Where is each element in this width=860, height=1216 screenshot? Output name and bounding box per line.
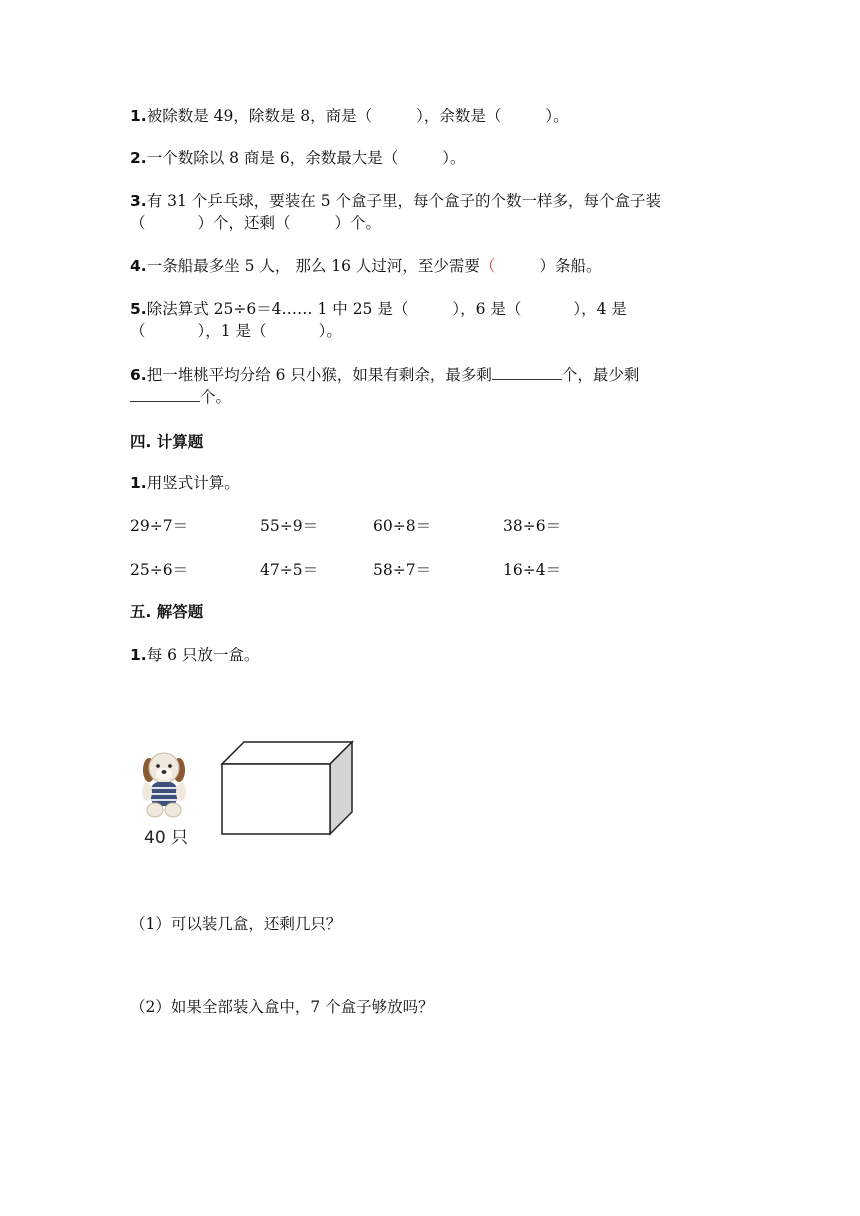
question-text: 每 6 只放一盒。 <box>146 646 260 664</box>
question-text: ）个，还剩（ <box>197 214 291 232</box>
subquestion-1: （1）可以装几盒，还剩几只？ <box>130 915 342 933</box>
question-text: 除法算式 25÷6＝4…… 1 中 25 是（ <box>146 300 409 318</box>
question-text: 个，最少剩 <box>561 366 640 384</box>
question-text: （ <box>130 214 146 232</box>
question-5-line-2 <box>130 321 342 341</box>
question-text: 个。 <box>200 388 232 406</box>
subquestion-2: （2）如果全部装入盒中，7 个盒子够放吗？ <box>130 998 434 1016</box>
section-5-title: 五. 解答题 <box>130 603 204 621</box>
question-6 <box>130 365 639 385</box>
calc-item: 60÷8＝ <box>373 517 432 535</box>
question-text: 有 31 个乒乓球，要装在 5 个盒子里，每个盒子的个数一样多，每个盒子装 <box>146 192 661 210</box>
question-2 <box>130 148 465 168</box>
question-number: 6. <box>130 366 147 384</box>
answer-underline <box>492 365 562 380</box>
question-number: 1. <box>130 107 147 125</box>
question-text: ）。 <box>442 149 466 167</box>
question-text: ），6 是（ <box>452 300 522 318</box>
question-text: 一个数除以 8 商是 6，余数最大是（ <box>146 149 399 167</box>
question-text: （ <box>479 257 496 275</box>
question-text: 被除数是 49，除数是 8，商是（ <box>146 107 373 125</box>
question-text: ），4 是 <box>573 300 627 318</box>
calc-item: 29÷7＝ <box>130 517 189 535</box>
question-text: 一条船最多坐 5 人， 那么 16 人过河，至少需要 <box>146 257 480 275</box>
question-text: ）个。 <box>334 214 382 232</box>
answer-underline <box>130 387 200 402</box>
section-4-subquestion <box>130 473 240 493</box>
calc-item: 47÷5＝ <box>260 561 319 579</box>
question-text: ）。 <box>545 107 569 125</box>
calc-item: 58÷7＝ <box>373 561 432 579</box>
question-5 <box>130 299 627 319</box>
section-5-subquestion <box>130 645 259 665</box>
section-4-title: 四. 计算题 <box>130 433 204 451</box>
question-number: 1. <box>130 646 147 664</box>
question-text: ），余数是（ <box>416 107 502 125</box>
question-3 <box>130 191 661 211</box>
question-number: 3. <box>130 192 147 210</box>
figure-caption: 40 只 <box>144 828 189 848</box>
question-text: 把一堆桃平均分给 6 只小猴，如果有剩余，最多剩 <box>146 366 492 384</box>
question-6-line-2 <box>130 387 231 407</box>
question-number: 1. <box>130 474 147 492</box>
question-number: 4. <box>130 257 147 275</box>
calc-item: 38÷6＝ <box>503 517 562 535</box>
question-text: （ <box>130 322 146 340</box>
box-image <box>218 740 358 838</box>
plush-dog-image <box>135 748 195 820</box>
question-number: 5. <box>130 300 147 318</box>
question-1 <box>130 106 569 126</box>
question-text: 用竖式计算。 <box>146 474 240 492</box>
question-text: ）条船。 <box>539 257 602 275</box>
calc-item: 25÷6＝ <box>130 561 189 579</box>
question-text: ），1 是（ <box>197 322 267 340</box>
question-number: 2. <box>130 149 147 167</box>
question-3-line-2 <box>130 213 381 233</box>
question-4 <box>130 256 601 276</box>
question-text: ）。 <box>318 322 342 340</box>
calc-item: 55÷9＝ <box>260 517 319 535</box>
calc-item: 16÷4＝ <box>503 561 562 579</box>
